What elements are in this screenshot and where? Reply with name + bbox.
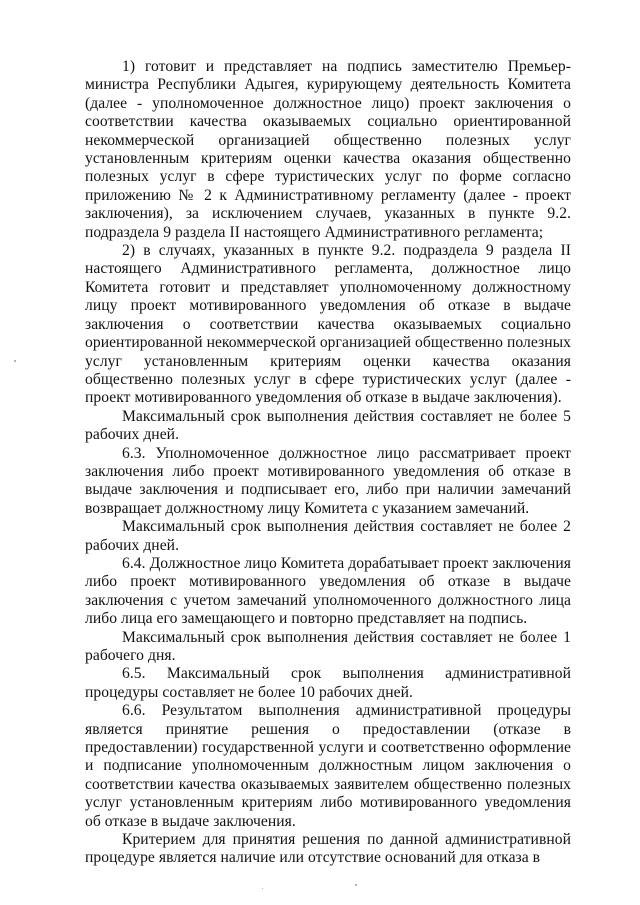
paragraph-item-2: 2) в случаях, указанных в пункте 9.2. подраздела 9 раздела II настоящего Административного регламента, должностное лицо Комитета готовит и представляет уполномоченному должностному лицу проект мотивированного уведомления об отказе в выдаче заключения о соответствии качества оказываемых социально ориентированной некоммерческой организацией общественно полезных услуг установленным критериям оценки качества оказания общественно полезных услуг в сфере туристических услуг (далее - проект мотивированного уведомления об отказе в выдаче заключения). [85, 242, 571, 407]
paragraph-6-4: 6.4. Должностное лицо Комитета дорабатывает проект заключения либо проект мотивированного уведомления об отказе в выдаче заключения с учетом замечаний уполномоченного должностного лица либо лица его замещающего и повторно представляет на подпись. [85, 554, 571, 628]
paragraph-deadline-5-days: Максимальный срок выполнения действия составляет не более 5 рабочих дней. [85, 407, 571, 444]
paragraph-6-3: 6.3. Уполномоченное должностное лицо рассматривает проект заключения либо проект мотивированного уведомления об отказе в выдаче заключения и подписывает его, либо при наличии замечаний возвращает должностному лицу Комитета с указанием замечаний. [85, 444, 571, 517]
paragraph-6-5: 6.5. Максимальный срок выполнения административной процедуры составляет не более 10 рабочих дней. [85, 665, 571, 701]
paragraph-6-6: 6.6. Результатом выполнения административной процедуры является принятие решения о предоставлении (отказе в предоставлении) государственной услуги и соответственно оформление и подписание уполномоченным должностным лицом заключения о соответствии качества оказываемых заявителем общественно полезных услуг установленным критериям либо мотивированного уведомления об отказе в выдаче заключения. [85, 702, 571, 830]
document-body [85, 58, 571, 868]
paragraph-item-1: 1) готовит и представляет на подпись заместителю Премьер-министра Республики Адыгея, курирующему деятельность Комитета (далее - уполномоченное должностное лицо) проект заключения о соответствии качества оказываемых социально ориентированной некоммерческой организацией общественно полезных услуг установленным критериям оценки качества оказания общественно полезных услуг в сфере туристических услуг по форме согласно приложению № 2 к Административному регламенту (далее - проект заключения), за исключением случаев, указанных в пункте 9.2. подраздела 9 раздела II настоящего Административного регламента; [85, 58, 571, 241]
paragraph-criterion: Критерием для принятия решения по данной административной процедуре является наличие или отсутствие оснований для отказа в [85, 831, 571, 867]
paragraph-deadline-1-day: Максимальный срок выполнения действия составляет не более 1 рабочего дня. [85, 628, 571, 664]
scan-speck [355, 884, 357, 886]
scan-speck [262, 888, 263, 889]
scan-speck [14, 360, 16, 362]
paragraph-deadline-2-days: Максимальный срок выполнения действия составляет не более 2 рабочих дней. [85, 518, 571, 554]
